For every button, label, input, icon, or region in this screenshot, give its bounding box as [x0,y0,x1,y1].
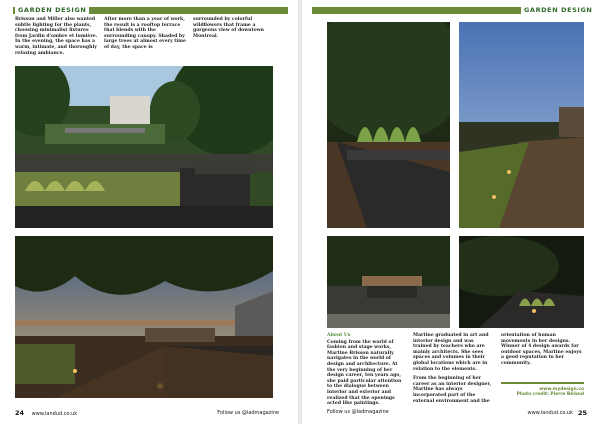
section-title: GARDEN DESIGN [15,6,89,15]
credit-rule [501,382,584,384]
photo-bench [327,236,450,328]
text-column-2 [413,333,493,408]
page-number: 24 [15,409,25,417]
paragraph: After more than a year of work, the result is a rooftop terrace that blends with the surrounding canopy. Shaded by large trees at almost every time of day, the space is [104,17,186,50]
photo-credit-block [501,387,584,397]
paragraph: From the beginning of her career as an interior designer, Martine has always incorporated part of the external environment and the [413,376,492,404]
paragraph: Martine graduated in art and interior design and was trained by teachers who are mainly architects. She sees spaces and volumes in their global locations which are in relation to the elements. [413,333,489,372]
paragraph: Brisson and Miller also wanted subtle lighting for the plants, choosing minimalist fixtures from Jardin d'ombre et lumière. In the evening, the space has a warm, intimate, and thoroughly relaxing ambiance. [15,17,98,56]
page-number: 25 [577,409,587,417]
footer-website[interactable]: www.landud.co.uk [527,410,573,416]
credit-website[interactable]: www.mydesign.co [539,387,584,392]
text-column-1 [15,17,99,60]
left-footer [15,409,285,417]
paragraph: orientation of human movements in her designs. Winner of 4 design awards for outdoor spaces, Martine enjoys a good reputation in her community. [501,333,582,366]
right-page [302,0,600,424]
credit-photo: Photo credit: Pierre Béland [516,392,584,397]
paragraph: surrounded by colorful wildflowers that frame a gorgeous view of downtown Montreal. [193,17,265,39]
left-page [0,0,298,424]
photo-walkway-dusk [459,22,584,228]
section-title: GARDEN DESIGN [521,6,595,15]
photo-planter-night [459,236,584,328]
about-heading: About Us [327,333,351,338]
right-footer [327,409,587,415]
photo-planter [327,22,450,228]
footer-follow[interactable]: Follow us @ladmagazine [327,409,389,415]
footer-follow[interactable]: Follow us @ladmagazine [217,410,279,416]
footer-website[interactable]: www.landud.co.uk [31,411,78,417]
photo-rooftop-day [15,66,273,228]
text-column-2 [104,17,188,55]
photo-terrace-night [15,236,273,398]
text-column-about [327,333,405,411]
text-column-3 [501,333,584,371]
text-column-3 [193,17,277,43]
paragraph: Coming from the world of fashion and stage works, Martine Brisson naturally navigates in the world of design and architecture. At the very beginning of her design career, ten years ago, she paid particular attention to the dialogue between interior and exterior and realized that the openings acted like paintings. [327,339,402,407]
